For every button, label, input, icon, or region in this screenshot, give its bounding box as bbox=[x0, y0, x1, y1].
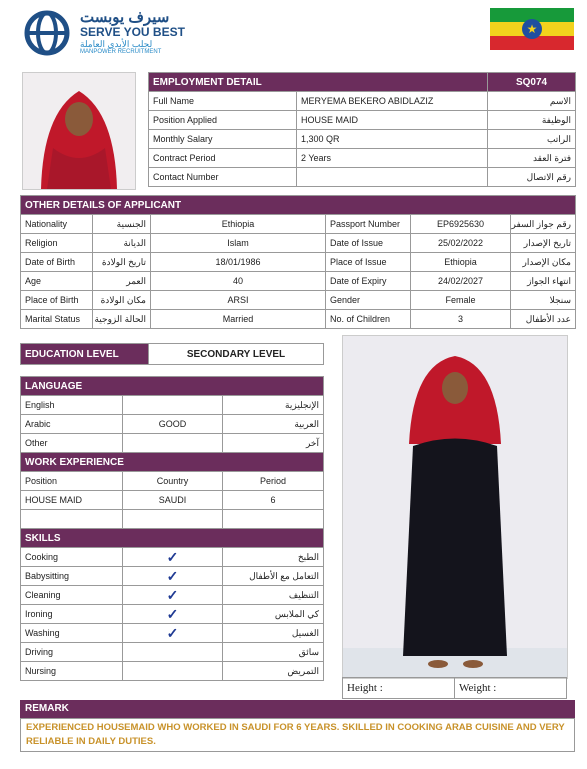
reference-code: SQ074 bbox=[488, 73, 576, 92]
field-label: Date of Birth bbox=[21, 253, 93, 272]
company-logo bbox=[20, 8, 200, 58]
weight-field: Weight : bbox=[455, 678, 567, 699]
skill-label-arabic: كي الملابس bbox=[223, 605, 324, 624]
work-experience-title: WORK EXPERIENCE bbox=[21, 453, 324, 472]
table-row bbox=[21, 662, 324, 681]
language-label: Other bbox=[21, 434, 123, 453]
work-period bbox=[223, 510, 324, 529]
field-label-arabic: رقم الاتصال bbox=[488, 168, 576, 187]
language-label: Arabic bbox=[21, 415, 123, 434]
remark-box bbox=[20, 718, 575, 752]
logo-english: SERVE YOU BEST bbox=[80, 25, 185, 39]
full-body-photo bbox=[342, 335, 568, 679]
skill-label: Driving bbox=[21, 643, 123, 662]
field-value: EP6925630 bbox=[411, 215, 511, 234]
field-value: 2 Years bbox=[297, 149, 488, 168]
field-label: Date of Issue bbox=[326, 234, 411, 253]
table-row bbox=[21, 291, 576, 310]
field-label: Place of Issue bbox=[326, 253, 411, 272]
language-work-skills-table bbox=[20, 376, 324, 681]
field-value: Ethiopia bbox=[411, 253, 511, 272]
skill-label: Nursing bbox=[21, 662, 123, 681]
field-label: Gender bbox=[326, 291, 411, 310]
field-label: Age bbox=[21, 272, 93, 291]
field-label-arabic: فترة العقد bbox=[488, 149, 576, 168]
employment-title: EMPLOYMENT DETAIL bbox=[149, 73, 488, 92]
table-row bbox=[21, 605, 324, 624]
skills-title: SKILLS bbox=[21, 529, 324, 548]
checkmark-icon bbox=[123, 643, 223, 662]
field-label-arabic: العمر bbox=[93, 272, 151, 291]
skill-label: Washing bbox=[21, 624, 123, 643]
field-label: Marital Status bbox=[21, 310, 93, 329]
language-header bbox=[21, 377, 324, 396]
checkmark-icon: ✓ bbox=[123, 548, 223, 567]
field-label: Place of Birth bbox=[21, 291, 93, 310]
other-details-header bbox=[21, 196, 576, 215]
skill-label-arabic: الطبخ bbox=[223, 548, 324, 567]
field-label: Date of Expiry bbox=[326, 272, 411, 291]
field-label-arabic: الجنسية bbox=[93, 215, 151, 234]
checkmark-icon bbox=[123, 662, 223, 681]
work-position bbox=[21, 510, 123, 529]
checkmark-icon: ✓ bbox=[123, 567, 223, 586]
skills-header bbox=[21, 529, 324, 548]
table-row bbox=[149, 111, 576, 130]
field-label: Nationality bbox=[21, 215, 93, 234]
language-level bbox=[123, 434, 223, 453]
work-country: SAUDI bbox=[123, 491, 223, 510]
field-label: Position Applied bbox=[149, 111, 297, 130]
logo-subtitle: MANPOWER RECRUITMENT bbox=[80, 49, 162, 55]
language-label-arabic: آخر bbox=[223, 434, 324, 453]
other-details-title: OTHER DETAILS OF APPLICANT bbox=[21, 196, 576, 215]
language-level bbox=[123, 396, 223, 415]
field-label-arabic: انتهاء الجواز bbox=[511, 272, 576, 291]
logo-arabic-sub: لجلب الأيدي العاملة bbox=[80, 39, 153, 49]
field-label: Contract Period bbox=[149, 149, 297, 168]
table-row bbox=[21, 491, 324, 510]
measurements-table bbox=[342, 677, 567, 699]
field-label: Passport Number bbox=[326, 215, 411, 234]
table-row bbox=[149, 130, 576, 149]
ethiopia-flag bbox=[490, 8, 574, 50]
language-label: English bbox=[21, 396, 123, 415]
field-label: Full Name bbox=[149, 92, 297, 111]
column-header: Period bbox=[223, 472, 324, 491]
skill-label: Cleaning bbox=[21, 586, 123, 605]
checkmark-icon: ✓ bbox=[123, 605, 223, 624]
table-row bbox=[21, 510, 324, 529]
field-label-arabic: تاريخ الإصدار bbox=[511, 234, 576, 253]
field-label: Contact Number bbox=[149, 168, 297, 187]
remark-text: EXPERIENCED HOUSEMAID WHO WORKED IN SAUDI FOR 6 YEARS. SKILLED IN COOKING ARAB CUISINE AND VERY RELIABLE IN DAILY DUTIES. bbox=[26, 722, 565, 747]
field-value bbox=[297, 168, 488, 187]
field-label-arabic: سنجلا bbox=[511, 291, 576, 310]
language-title: LANGUAGE bbox=[21, 377, 324, 396]
flag-emblem-icon: ★ bbox=[522, 19, 542, 39]
field-value: 3 bbox=[411, 310, 511, 329]
table-row bbox=[21, 415, 324, 434]
column-header: Country bbox=[123, 472, 223, 491]
checkmark-icon: ✓ bbox=[123, 624, 223, 643]
field-label: Monthly Salary bbox=[149, 130, 297, 149]
table-row bbox=[149, 149, 576, 168]
field-value: 24/02/2027 bbox=[411, 272, 511, 291]
globe-logo-icon bbox=[20, 10, 74, 56]
logo-arabic: سيرف يوبست bbox=[80, 9, 170, 26]
field-value: 25/02/2022 bbox=[411, 234, 511, 253]
education-value: SECONDARY LEVEL bbox=[149, 344, 324, 365]
table-header-row bbox=[21, 472, 324, 491]
table-row bbox=[21, 396, 324, 415]
table-row bbox=[21, 253, 576, 272]
table-row bbox=[21, 234, 576, 253]
skill-label: Ironing bbox=[21, 605, 123, 624]
language-label-arabic: العربية bbox=[223, 415, 324, 434]
table-row bbox=[149, 92, 576, 111]
field-label-arabic: الوظيفة bbox=[488, 111, 576, 130]
field-value: Ethiopia bbox=[151, 215, 326, 234]
field-value: MERYEMA BEKERO ABIDLAZIZ bbox=[297, 92, 488, 111]
remark-header bbox=[20, 700, 575, 718]
portrait-photo bbox=[22, 72, 136, 190]
height-field: Height : bbox=[343, 678, 455, 699]
field-label-arabic: عدد الأطفال bbox=[511, 310, 576, 329]
language-level: GOOD bbox=[123, 415, 223, 434]
education-table bbox=[20, 343, 324, 365]
field-label: Religion bbox=[21, 234, 93, 253]
skill-label-arabic: التعامل مع الأطفال bbox=[223, 567, 324, 586]
work-experience-header bbox=[21, 453, 324, 472]
other-details-table bbox=[20, 195, 576, 329]
field-value: 40 bbox=[151, 272, 326, 291]
field-value: ARSI bbox=[151, 291, 326, 310]
table-row bbox=[21, 272, 576, 291]
language-label-arabic: الإنجليزية bbox=[223, 396, 324, 415]
table-row bbox=[21, 643, 324, 662]
field-value: HOUSE MAID bbox=[297, 111, 488, 130]
field-label: No. of Children bbox=[326, 310, 411, 329]
field-label-arabic: مكان الولادة bbox=[93, 291, 151, 310]
work-position: HOUSE MAID bbox=[21, 491, 123, 510]
field-value: 1,300 QR bbox=[297, 130, 488, 149]
field-label-arabic: تاريخ الولادة bbox=[93, 253, 151, 272]
column-header: Position bbox=[21, 472, 123, 491]
employment-detail-table bbox=[148, 72, 576, 187]
work-period: 6 bbox=[223, 491, 324, 510]
table-row bbox=[21, 434, 324, 453]
skill-label: Babysitting bbox=[21, 567, 123, 586]
table-row bbox=[21, 215, 576, 234]
field-label-arabic: رقم جواز السفر bbox=[511, 215, 576, 234]
field-label-arabic: الحالة الزوجية bbox=[93, 310, 151, 329]
table-row bbox=[21, 548, 324, 567]
skill-label-arabic: سائق bbox=[223, 643, 324, 662]
table-row bbox=[21, 567, 324, 586]
skill-label-arabic: الغسيل bbox=[223, 624, 324, 643]
field-label-arabic: الديانة bbox=[93, 234, 151, 253]
skill-label-arabic: التمريض bbox=[223, 662, 324, 681]
checkmark-icon: ✓ bbox=[123, 586, 223, 605]
remark-title: REMARK bbox=[25, 703, 69, 714]
field-label-arabic: الراتب bbox=[488, 130, 576, 149]
field-label-arabic: مكان الإصدار bbox=[511, 253, 576, 272]
table-row bbox=[149, 168, 576, 187]
field-value: Married bbox=[151, 310, 326, 329]
table-row bbox=[21, 624, 324, 643]
work-country bbox=[123, 510, 223, 529]
education-title: EDUCATION LEVEL bbox=[21, 344, 149, 365]
employment-header bbox=[149, 73, 576, 92]
table-row bbox=[21, 586, 324, 605]
field-value: 18/01/1986 bbox=[151, 253, 326, 272]
field-label-arabic: الاسم bbox=[488, 92, 576, 111]
field-value: Female bbox=[411, 291, 511, 310]
skill-label-arabic: التنظيف bbox=[223, 586, 324, 605]
field-value: Islam bbox=[151, 234, 326, 253]
table-row bbox=[21, 310, 576, 329]
skill-label: Cooking bbox=[21, 548, 123, 567]
